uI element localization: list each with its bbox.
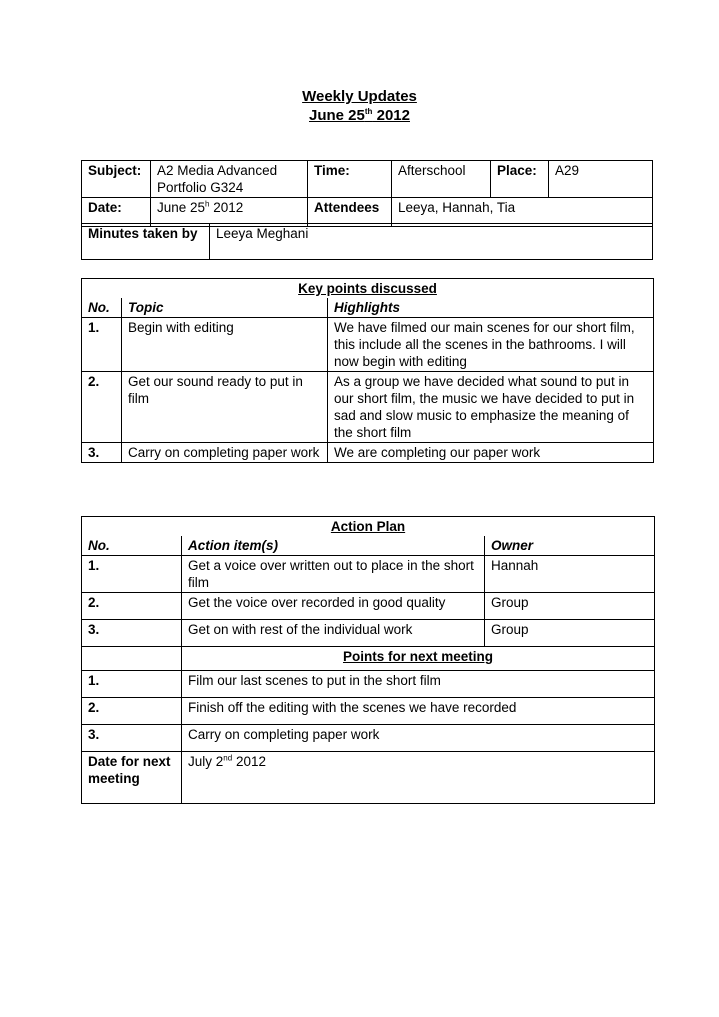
key-point-highlights: We are completing our paper work bbox=[328, 443, 654, 463]
table-row bbox=[82, 556, 655, 593]
minutes-table bbox=[81, 223, 653, 260]
table-row bbox=[82, 372, 654, 443]
table-row bbox=[82, 698, 655, 725]
action-no: 2. bbox=[82, 593, 182, 620]
meeting-info-table bbox=[81, 160, 653, 227]
document-date-main: June 25 bbox=[309, 107, 365, 124]
next-heading-spacer bbox=[82, 647, 182, 671]
table-row bbox=[82, 593, 655, 620]
key-point-highlights: We have filmed our main scenes for our short film, this include all the scenes in the bathrooms. I will now begin with editing bbox=[328, 318, 654, 372]
action-col-owner: Owner bbox=[485, 536, 655, 556]
key-point-topic: Carry on completing paper work bbox=[122, 443, 328, 463]
document-date-year: 2012 bbox=[372, 107, 410, 124]
date-label: Date: bbox=[82, 198, 151, 227]
date-value-year: 2012 bbox=[209, 200, 244, 215]
key-points-col-no: No. bbox=[82, 298, 122, 318]
key-points-heading: Key points discussed bbox=[82, 279, 654, 299]
place-value: A29 bbox=[549, 161, 653, 198]
table-row bbox=[82, 443, 654, 463]
next-date-year: 2012 bbox=[232, 754, 266, 769]
key-point-topic: Begin with editing bbox=[122, 318, 328, 372]
next-meeting-heading: Points for next meeting bbox=[182, 647, 655, 671]
action-plan-heading: Action Plan bbox=[82, 517, 655, 537]
next-point-no: 2. bbox=[82, 698, 182, 725]
next-point-item: Carry on completing paper work bbox=[182, 725, 655, 752]
action-owner: Group bbox=[485, 620, 655, 647]
next-date-main: July 2 bbox=[188, 754, 224, 769]
key-point-no: 2. bbox=[82, 372, 122, 443]
table-row bbox=[82, 620, 655, 647]
action-item: Get a voice over written out to place in the short film bbox=[182, 556, 485, 593]
document-date-suffix: th bbox=[364, 107, 373, 116]
key-point-highlights: As a group we have decided what sound to put in our short film, the music we have decided to put in sad and slow music to emphasize the meaning of the short film bbox=[328, 372, 654, 443]
next-date-label: Date for next meeting bbox=[82, 752, 182, 804]
date-value-suffix: h bbox=[205, 199, 210, 209]
key-points-col-topic: Topic bbox=[122, 298, 328, 318]
next-date-suffix: nd bbox=[223, 753, 233, 763]
attendees-value: Leeya, Hannah, Tia bbox=[392, 198, 653, 227]
table-row bbox=[82, 671, 655, 698]
time-label: Time: bbox=[308, 161, 392, 198]
next-point-item: Film our last scenes to put in the short film bbox=[182, 671, 655, 698]
key-point-topic: Get our sound ready to put in film bbox=[122, 372, 328, 443]
minutes-label: Minutes taken by bbox=[82, 224, 210, 260]
next-date-value bbox=[182, 752, 655, 804]
key-point-no: 1. bbox=[82, 318, 122, 372]
next-point-no: 3. bbox=[82, 725, 182, 752]
action-plan-table bbox=[81, 516, 655, 804]
subject-label: Subject: bbox=[82, 161, 151, 198]
action-item: Get on with rest of the individual work bbox=[182, 620, 485, 647]
minutes-value: Leeya Meghani bbox=[210, 224, 653, 260]
attendees-label: Attendees bbox=[308, 198, 392, 227]
key-points-col-highlights: Highlights bbox=[328, 298, 654, 318]
action-owner: Group bbox=[485, 593, 655, 620]
table-row bbox=[82, 318, 654, 372]
next-point-item: Finish off the editing with the scenes we have recorded bbox=[182, 698, 655, 725]
action-col-item: Action item(s) bbox=[182, 536, 485, 556]
document-date bbox=[0, 107, 719, 124]
key-points-table bbox=[81, 278, 654, 463]
subject-value: A2 Media Advanced Portfolio G324 bbox=[151, 161, 308, 198]
document-title: Weekly Updates bbox=[302, 88, 417, 105]
action-item: Get the voice over recorded in good quality bbox=[182, 593, 485, 620]
action-no: 3. bbox=[82, 620, 182, 647]
time-value: Afterschool bbox=[392, 161, 491, 198]
key-point-no: 3. bbox=[82, 443, 122, 463]
action-col-no: No. bbox=[82, 536, 182, 556]
next-point-no: 1. bbox=[82, 671, 182, 698]
date-value-main: June 25 bbox=[157, 200, 206, 215]
action-owner: Hannah bbox=[485, 556, 655, 593]
place-label: Place: bbox=[491, 161, 549, 198]
action-no: 1. bbox=[82, 556, 182, 593]
table-row bbox=[82, 725, 655, 752]
